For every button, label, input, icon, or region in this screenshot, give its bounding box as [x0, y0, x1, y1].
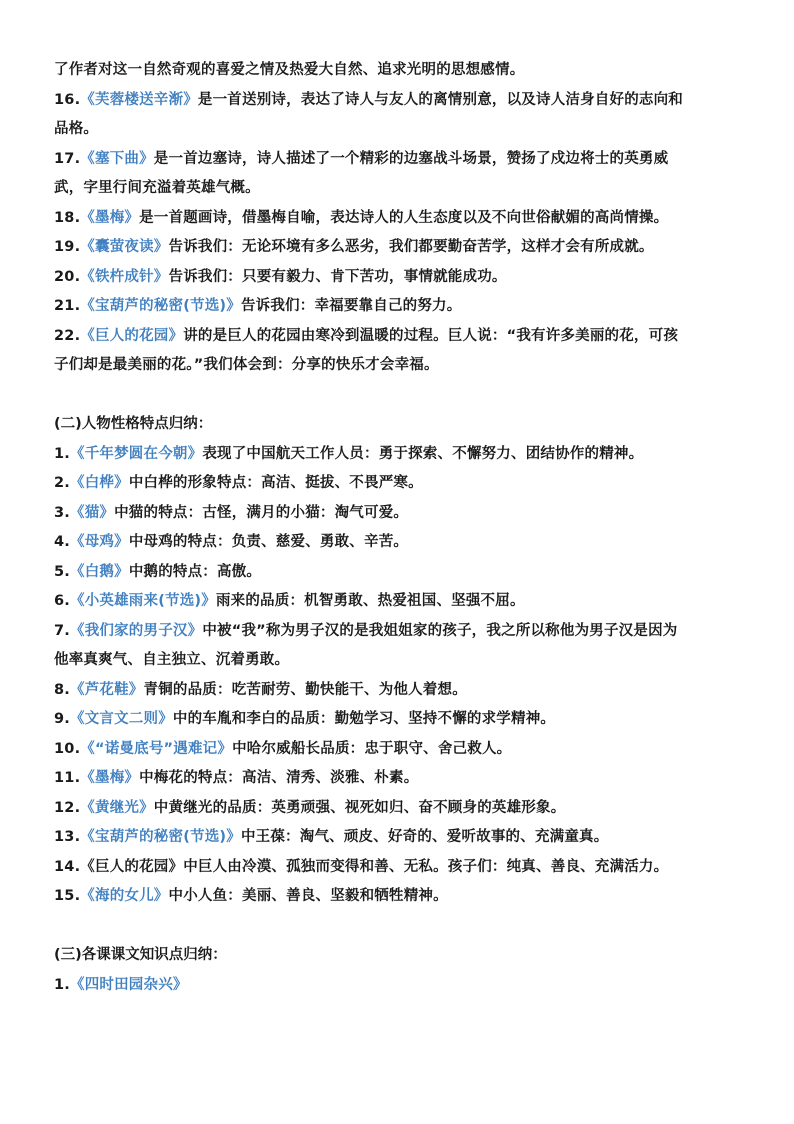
list-item	[54, 617, 744, 647]
item-text: 是一首送别诗，表达了诗人与友人的离情别意，以及诗人洁身自好的志向和	[197, 91, 684, 108]
list-item	[54, 115, 744, 145]
item-text: 告诉我们：只要有毅力、肯下苦功，事情就能成功。	[168, 268, 507, 285]
lesson-title: 《“诺曼底号”遇难记》	[80, 740, 233, 757]
list-item	[54, 823, 744, 853]
list-item	[54, 676, 744, 706]
list-item	[54, 86, 744, 116]
item-text: 是一首题画诗，借墨梅自喻，表达诗人的人生态度以及不向世俗献媚的高尚情操。	[139, 209, 669, 226]
item-number: 1.	[54, 976, 70, 993]
list-item	[54, 587, 744, 617]
list-item	[54, 145, 744, 175]
item-number: 2.	[54, 475, 70, 491]
item-text: 中鹅的特点：高傲。	[128, 563, 262, 580]
lesson-title: 《墨梅》	[80, 209, 140, 226]
item-number: 22.	[54, 327, 81, 344]
list-item	[54, 528, 744, 558]
item-text: 中被“我”称为男子汉的是我姐姐家的孩子，我之所以称他为男子汉是因为	[202, 622, 678, 639]
list-item	[54, 646, 744, 676]
lesson-title: 《海的女儿》	[80, 888, 169, 904]
item-number: 5.	[54, 563, 70, 580]
lesson-title: 《四时田园杂兴》	[70, 976, 188, 993]
item-text: 中白桦的形象特点：高洁、挺拔、不畏严寒。	[128, 475, 423, 491]
section-spacer	[54, 912, 744, 942]
lesson-title: 《我们家的男子汉》	[70, 622, 203, 639]
list-item	[54, 558, 744, 588]
list-item	[54, 764, 744, 794]
section-character-traits	[54, 410, 744, 912]
list-item	[54, 351, 744, 381]
lesson-title: 《黄继光》	[80, 799, 154, 816]
lesson-title: 《芙蓉楼送辛渐》	[80, 91, 198, 108]
item-text: 中黄继光的品质：英勇顽强、视死如归、奋不顾身的英雄形象。	[153, 799, 566, 816]
item-number: 8.	[54, 681, 70, 698]
list-item	[54, 56, 744, 86]
item-text: 《巨人的花园》中巨人由冷漠、孤独而变得和善、无私。孩子们：纯真、善良、充满活力。	[80, 858, 669, 875]
document-page	[54, 56, 744, 1000]
lesson-title: 《文言文二则》	[70, 711, 173, 727]
lesson-title: 《千年梦圆在今朝》	[70, 445, 203, 462]
list-item	[54, 971, 744, 1001]
item-text: 中梅花的特点：高洁、清秀、淡雅、朴素。	[139, 770, 419, 786]
part1-list	[54, 56, 744, 381]
list-item	[54, 322, 744, 352]
item-text: 了作者对这一自然奇观的喜爱之情及热爱大自然、追求光明的思想感情。	[54, 62, 525, 78]
list-item	[54, 705, 744, 735]
item-text: 青铜的品质：吃苦耐劳、勤快能干、为他人着想。	[143, 681, 467, 698]
list-item	[54, 499, 744, 529]
list-item	[54, 735, 744, 765]
lesson-title: 《母鸡》	[70, 534, 129, 550]
item-number: 16.	[54, 91, 81, 108]
item-number: 7.	[54, 622, 70, 639]
list-item	[54, 440, 744, 470]
item-text: 品格。	[54, 121, 99, 137]
list-item	[54, 174, 744, 204]
item-text: 中王葆：淘气、顽皮、好奇的、爱听故事的、充满童真。	[240, 829, 609, 845]
list-item	[54, 882, 744, 912]
section-heading: (二)人物性格特点归纳：	[54, 416, 213, 432]
item-text: 表现了中国航天工作人员：勇于探索、不懈努力、团结协作的精神。	[202, 445, 644, 462]
item-text: 他率真爽气、自主独立、沉着勇敢。	[54, 652, 290, 668]
item-number: 1.	[54, 445, 70, 462]
item-number: 21.	[54, 298, 81, 314]
lesson-title: 《铁杵成针》	[80, 268, 169, 285]
section-lesson-knowledge	[54, 941, 744, 1000]
lesson-title: 《宝葫芦的秘密(节选)》	[80, 298, 241, 314]
lesson-title: 《白桦》	[70, 475, 129, 491]
lesson-title: 《巨人的花园》	[80, 327, 184, 344]
lesson-title: 《塞下曲》	[80, 150, 154, 167]
item-number: 14.	[54, 858, 81, 875]
item-text: 武，字里行间充溢着英雄气概。	[54, 180, 260, 196]
lesson-title: 《猫》	[70, 504, 115, 521]
item-number: 10.	[54, 740, 81, 757]
item-number: 3.	[54, 504, 70, 521]
item-text: 中猫的特点：古怪，满月的小猫：淘气可爱。	[114, 504, 409, 521]
item-text: 子们却是最美丽的花。”我们体会到：分享的快乐才会幸福。	[54, 357, 439, 373]
item-number: 6.	[54, 593, 70, 609]
list-item	[54, 794, 744, 824]
item-text: 讲的是巨人的花园由寒冷到温暖的过程。巨人说：“我有许多美丽的花，可孩	[183, 327, 679, 344]
lesson-title: 《小英雄雨来(节选)》	[70, 593, 216, 609]
item-number: 15.	[54, 888, 81, 904]
lesson-title: 《宝葫芦的秘密(节选)》	[80, 829, 241, 845]
item-number: 12.	[54, 799, 81, 816]
list-item	[54, 233, 744, 263]
item-number: 9.	[54, 711, 70, 727]
item-text: 中哈尔威船长品质：忠于职守、舍己救人。	[232, 740, 512, 757]
list-item	[54, 292, 744, 322]
item-text: 中的车胤和李白的品质：勤勉学习、坚持不懈的求学精神。	[172, 711, 556, 727]
item-text: 告诉我们：无论环境有多么恶劣，我们都要勤奋苦学，这样才会有所成就。	[168, 239, 654, 255]
section-spacer	[54, 381, 744, 411]
item-text: 中母鸡的特点：负责、慈爱、勇敢、辛苦。	[128, 534, 409, 550]
list-item	[54, 853, 744, 883]
item-text: 雨来的品质：机智勇敢、热爱祖国、坚强不屈。	[215, 593, 525, 609]
lesson-title: 《白鹅》	[70, 563, 129, 580]
item-number: 18.	[54, 209, 81, 226]
item-number: 17.	[54, 150, 81, 167]
lesson-title: 《芦花鞋》	[70, 681, 144, 698]
item-number: 19.	[54, 239, 81, 255]
list-item	[54, 469, 744, 499]
item-text: 中小人鱼：美丽、善良、坚毅和牺牲精神。	[168, 888, 448, 904]
section-heading: (三)各课课文知识点归纳：	[54, 947, 227, 963]
lesson-title: 《墨梅》	[80, 770, 140, 786]
lesson-title: 《囊萤夜读》	[80, 239, 169, 255]
item-number: 13.	[54, 829, 81, 845]
list-item	[54, 263, 744, 293]
list-item	[54, 204, 744, 234]
item-number: 4.	[54, 534, 70, 550]
item-text: 是一首边塞诗，诗人描述了一个精彩的边塞战斗场景，赞扬了戍边将士的英勇威	[153, 150, 669, 167]
item-text: 告诉我们：幸福要靠自己的努力。	[240, 298, 462, 314]
item-number: 11.	[54, 770, 81, 786]
item-number: 20.	[54, 268, 81, 285]
